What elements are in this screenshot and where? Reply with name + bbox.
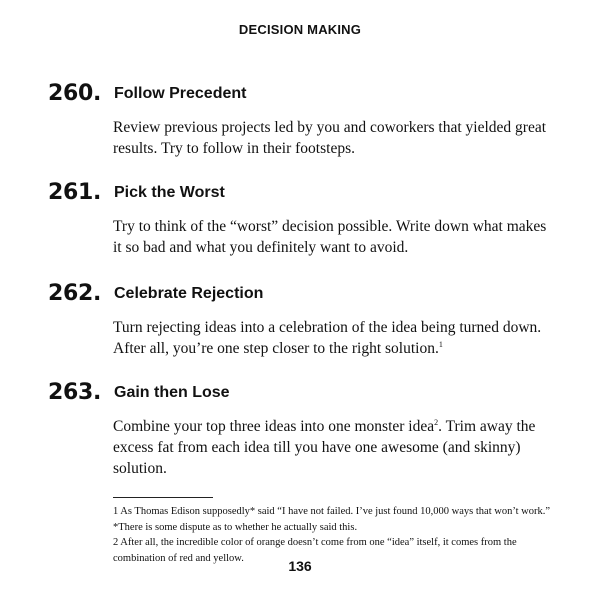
tip-body-text: . Trim away the excess fat from each idea till you have one awesome (and skinny) solution.	[113, 418, 536, 477]
tip-title: Celebrate Rejection	[114, 285, 264, 302]
tip-number: 261.	[48, 180, 102, 205]
footnotes	[113, 504, 563, 566]
footnote-ref: 1	[438, 340, 443, 349]
tip-title: Gain then Lose	[114, 384, 230, 401]
tip-number: 262.	[48, 281, 102, 306]
footnote-1: 1 As Thomas Edison supposedly* said “I have not failed. I’ve just found 10,000 ways that won’t work.” *There is some dispute as to whether he actually said this.	[113, 506, 551, 533]
chapter-header: DECISION MAKING	[238, 22, 362, 37]
tip-title: Follow Precedent	[114, 85, 247, 102]
tip-body	[113, 416, 553, 479]
tip-body	[113, 317, 553, 359]
footnote-2: 2 After all, the incredible color of orange doesn’t come from one “idea” itself, it comes from the combination of red and yellow.	[113, 537, 517, 564]
tip-number: 263.	[48, 380, 102, 405]
tip-title: Pick the Worst	[114, 184, 225, 201]
tip-body-text: Combine your top three ideas into one monster idea	[113, 418, 435, 435]
tip-body-text: Turn rejecting ideas into a celebration of the idea being turned down. After all, you’re one step closer to the right solution.	[113, 319, 542, 357]
tip-number: 260.	[48, 81, 102, 106]
tip-body: Try to think of the “worst” decision possible. Write down what makes it so bad and what you definitely want to avoid.	[113, 218, 547, 256]
footnote-ref: 2	[434, 418, 439, 427]
page-number: 136	[288, 558, 312, 574]
footnote-divider	[113, 497, 213, 498]
tip-body: Review previous projects led by you and coworkers that yielded great results. Try to follow in their footsteps.	[113, 119, 547, 157]
